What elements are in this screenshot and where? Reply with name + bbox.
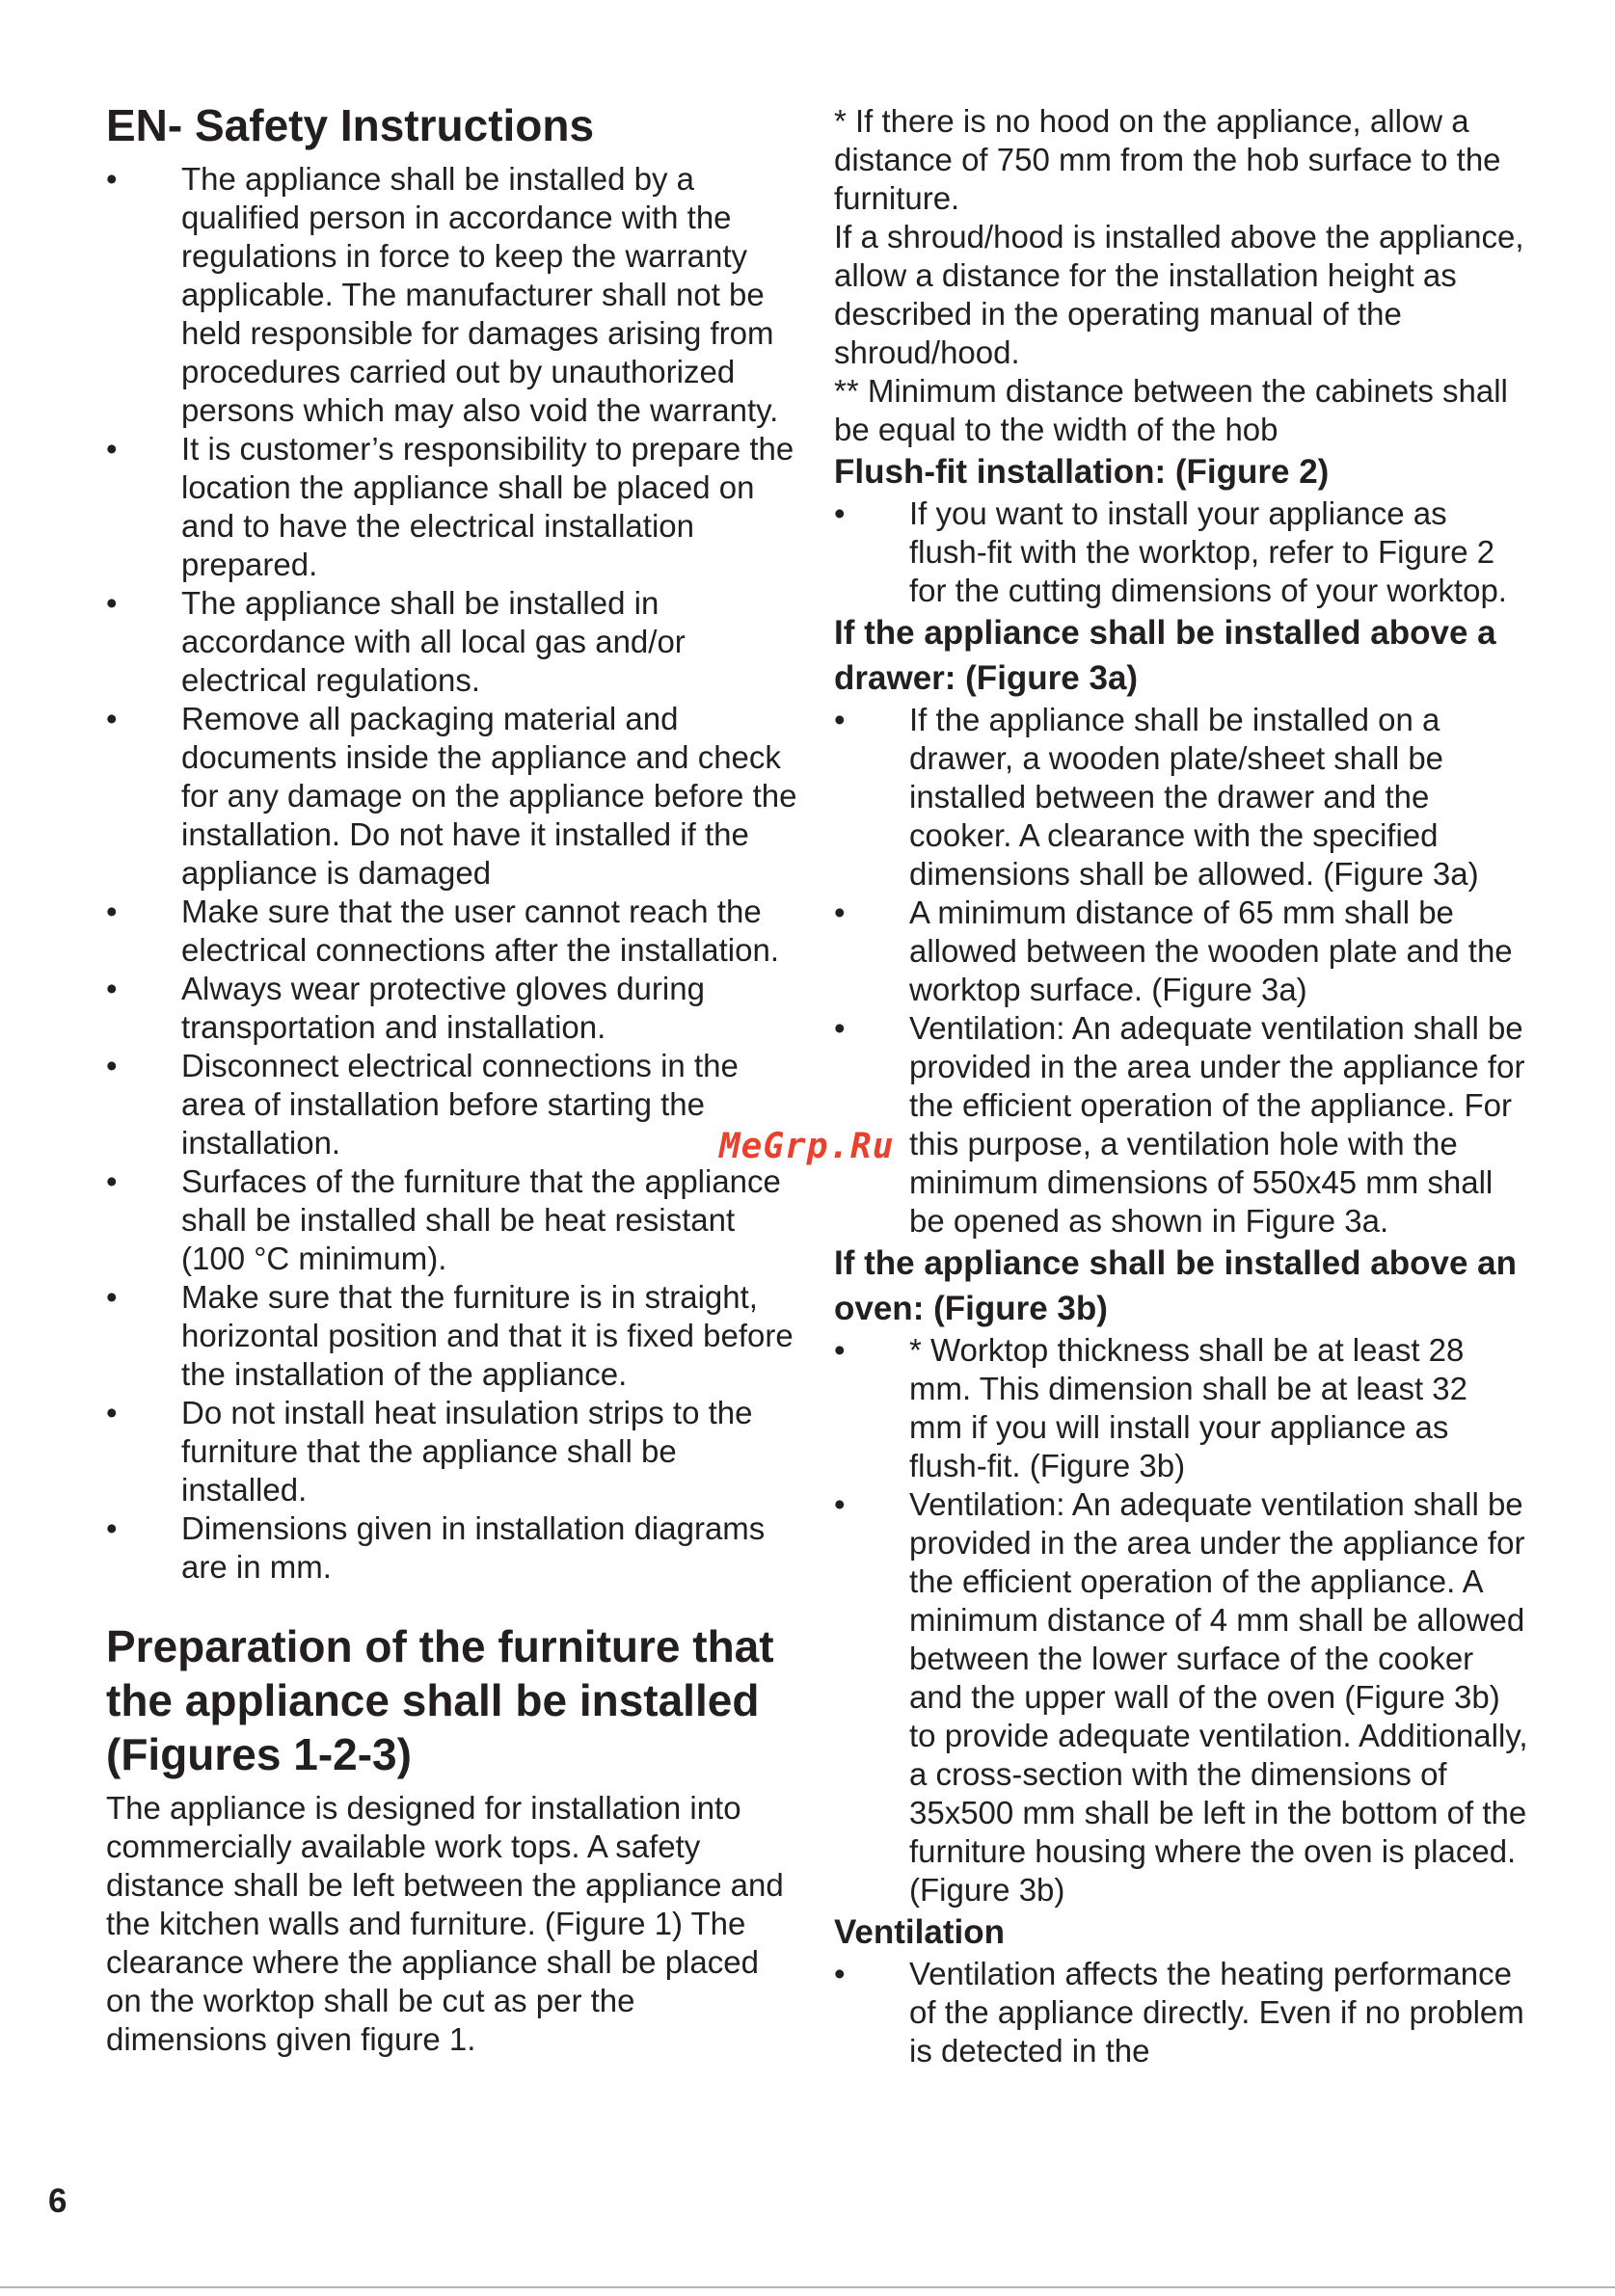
list-item [834,701,1528,894]
list-item [106,1509,800,1587]
list-item [106,1278,800,1394]
safety-instructions-title: EN- Safety Instructions [106,100,595,150]
shroud-height-note: If a shroud/hood is installed above the appliance, allow a distance for the installation height as described in the operating manual of the shroud/hood. [834,219,1524,370]
safety-bullet-list [106,160,800,1587]
list-item [834,894,1528,1009]
right-column [834,102,1528,2070]
list-item-text: The appliance shall be installed by a qualified person in accordance with the regulations in force to keep the warranty applicable. The manufacturer shall not be held responsible for damages arising from procedures carried out by unauthorized persons which may also void the warranty. [181,161,779,428]
list-item-text: Ventilation: An adequate ventilation shall be provided in the area under the appliance for the efficient operation of the appliance. For this purpose, a ventilation hole with the minimum dimensions of 550x45 mm shall be opened as shown in Figure 3a. [909,1010,1525,1239]
list-item-text: Make sure that the user cannot reach the electrical connections after the installation. [181,894,780,968]
ventilation-bullet-list [834,1955,1528,2070]
drawer-bullet-list [834,701,1528,1241]
bullet-icon: • [106,894,118,929]
furniture-preparation-text: The appliance is designed for installation into commercially available work tops. A safety distance shall be left between the appliance and the kitchen walls and furniture. (Figure 1) The clearance where the appliance shall be placed on the worktop shall be cut as per the dimensions given figure 1. [106,1790,784,2057]
list-item [106,1394,800,1509]
list-item [834,1331,1528,1485]
flush-fit-bullet-list [834,494,1528,610]
bullet-icon: • [106,1279,118,1315]
hood-distance-note: * If there is no hood on the appliance, allow a distance of 750 mm from the hob surface to the furniture. [834,103,1501,216]
bullet-icon: • [834,1486,846,1522]
list-item [106,700,800,893]
list-item [834,1009,1528,1241]
bullet-icon: • [106,1163,118,1199]
list-item-text: Ventilation affects the heating performance of the appliance directly. Even if no problem is detected in the [909,1956,1524,2069]
bullet-icon: • [106,431,118,467]
list-item [834,494,1528,610]
list-item [106,1047,800,1162]
bottom-divider [0,2286,1615,2288]
furniture-preparation-title: Preparation of the furniture that the appliance shall be installed (Figures 1-2-3) [106,1621,774,1779]
list-item-text: If the appliance shall be installed on a drawer, a wooden plate/sheet shall be installed between the drawer and the cooker. A clearance with the specified dimensions shall be allowed. (Figure 3a) [909,702,1479,892]
list-item-text: Do not install heat insulation strips to the furniture that the appliance shall be installed. [181,1395,753,1508]
list-item-text: It is customer’s responsibility to prepare the location the appliance shall be placed on and to have the electrical installation prepared. [181,431,794,582]
list-item [106,893,800,970]
list-item-text: If you want to install your appliance as flush-fit with the worktop, refer to Figure 2 for the cutting dimensions of your worktop. [909,495,1507,608]
bullet-icon: • [834,1956,846,1991]
bullet-icon: • [106,701,118,736]
bullet-icon: • [106,1048,118,1083]
list-item [106,584,800,700]
flush-fit-title: Flush-fit installation: (Figure 2) [834,453,1330,491]
list-item-text: A minimum distance of 65 mm shall be allowed between the wooden plate and the worktop surface. (Figure 3a) [909,894,1513,1007]
list-item-text: The appliance shall be installed in accordance with all local gas and/or electrical regulations. [181,585,686,698]
list-item-text: Remove all packaging material and documents inside the appliance and check for any damage on the appliance before the installation. Do not have it installed if the appliance is damaged [181,701,797,891]
list-item-text: Dimensions given in installation diagrams are in mm. [181,1510,766,1585]
list-item [106,1162,800,1278]
bullet-icon: • [106,1510,118,1546]
list-item [834,1955,1528,2070]
list-item-text: Always wear protective gloves during transportation and installation. [181,971,705,1045]
bullet-icon: • [834,894,846,930]
bullet-icon: • [834,495,846,531]
list-item-text: Make sure that the furniture is in straight, horizontal position and that it is fixed before the installation of the appliance. [181,1279,794,1392]
list-item-text: * Worktop thickness shall be at least 28 mm. This dimension shall be at least 32 mm if you will install your appliance as flush-fit. (Figure 3b) [909,1332,1467,1483]
bullet-icon: • [106,585,118,621]
list-item [106,970,800,1047]
list-item-text: Ventilation: An adequate ventilation shall be provided in the area under the appliance for the efficient operation of the appliance. A minimum distance of 4 mm shall be allowed between the lower surface of the cooker and the upper wall of the oven (Figure 3b) to provide adequate ventilation. Additionally, a cross-section with the dimensions of 35x500 mm shall be left in the bottom of the furniture housing where the oven is placed. (Figure 3b) [909,1486,1528,1908]
oven-install-title: If the appliance shall be installed above an oven: (Figure 3b) [834,1244,1517,1327]
list-item [106,160,800,430]
drawer-install-title: If the appliance shall be installed above a drawer: (Figure 3a) [834,614,1496,697]
bullet-icon: • [106,971,118,1006]
left-column [106,98,800,2059]
bullet-icon: • [106,1395,118,1430]
cabinet-distance-note: ** Minimum distance between the cabinets shall be equal to the width of the hob [834,373,1508,447]
oven-bullet-list [834,1331,1528,1909]
watermark-logo: MeGrp.Ru [719,1127,895,1166]
bullet-icon: • [106,161,118,197]
page-number: 6 [48,2182,67,2220]
bullet-icon: • [834,1010,846,1046]
list-item-text: Disconnect electrical connections in the area of installation before starting the installation. [181,1048,739,1161]
bullet-icon: • [834,1332,846,1368]
list-item [106,430,800,584]
list-item [834,1485,1528,1909]
bullet-icon: • [834,702,846,737]
ventilation-title: Ventilation [834,1913,1005,1951]
list-item-text: Surfaces of the furniture that the appliance shall be installed shall be heat resistant (100 °C minimum). [181,1163,781,1276]
